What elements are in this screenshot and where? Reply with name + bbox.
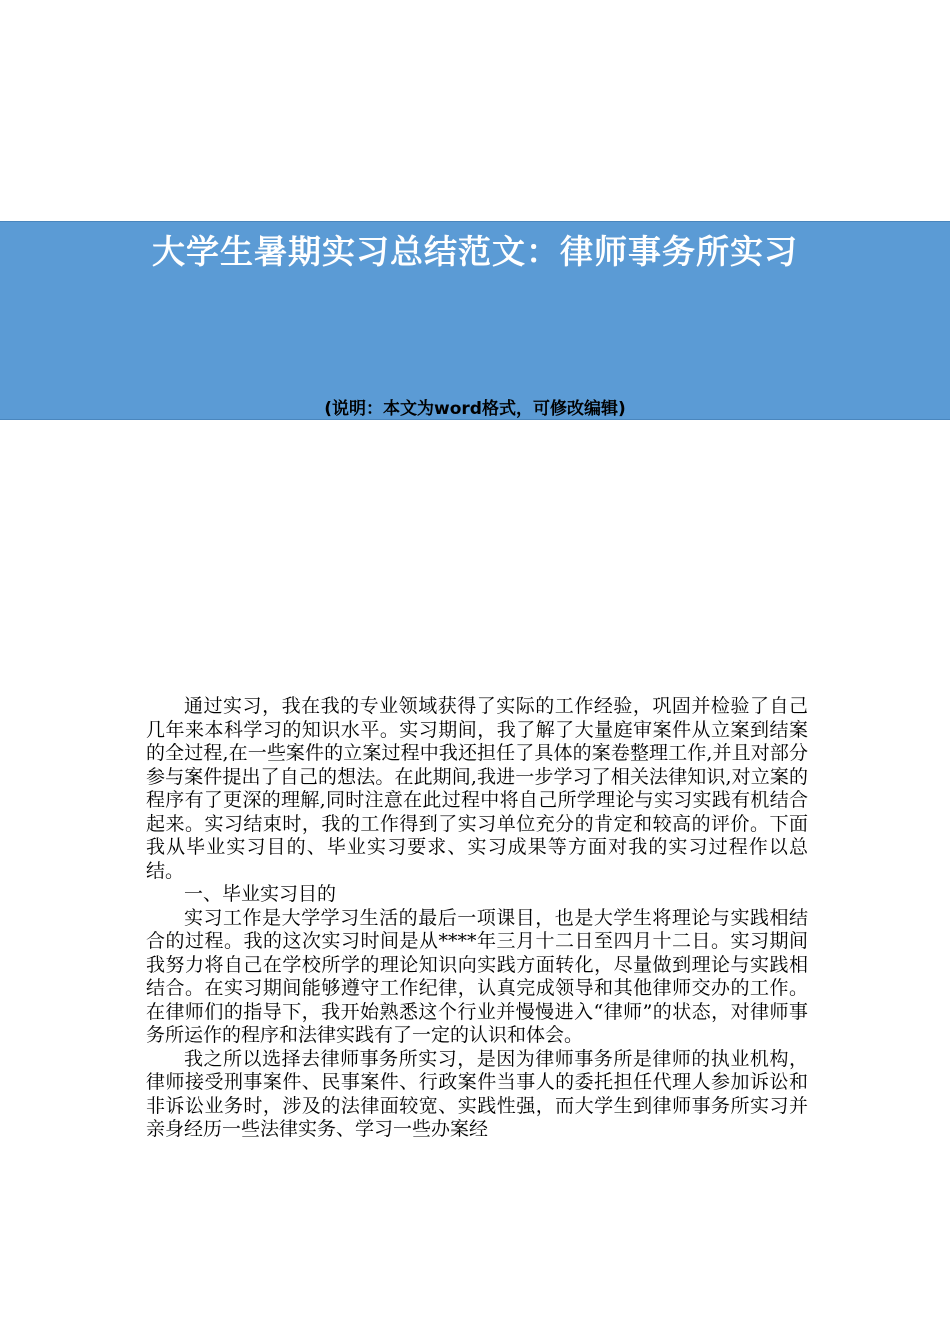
paragraph-purpose: 实习工作是大学学习生活的最后一项课目，也是大学生将理论与实践相结合的过程。我的这次实习时间是从****年三月十二日至四月十二日。实习期间我努力将自己在学校所学的理论知识向实践方面转化，尽量做到理论与实践相结合。在实习期间能够遵守工作纪律，认真完成领导和其他律师交办的工作。在律师们的指导下，我开始熟悉这个行业并慢慢进入“律师”的状态，对律师事务所运作的程序和法律实践有了一定的认识和体会。 <box>146 906 808 1046</box>
paragraph-intro: 通过实习，我在我的专业领域获得了实际的工作经验，巩固并检验了自己几年来本科学习的知识水平。实习期间，我了解了大量庭审案件从立案到结案的全过程,在一些案件的立案过程中我还担任了具体的案卷整理工作,并且对部分参与案件提出了自己的想法。在此期间,我进一步学习了相关法律知识,对立案的程序有了更深的理解,同时注意在此过程中将自己所学理论与实习实践有机结合起来。实习结束时，我的工作得到了实习单位充分的肯定和较高的评价。下面我从毕业实习目的、毕业实习要求、实习成果等方面对我的实习过程作以总结。 <box>146 695 808 882</box>
document-title: 大学生暑期实习总结范文：律师事务所实习 <box>152 232 798 271</box>
section-heading: 一、毕业实习目的 <box>184 883 337 905</box>
paragraph-reason: 我之所以选择去律师事务所实习，是因为律师事务所是律师的执业机构，律师接受刑事案件、民事案件、行政案件当事人的委托担任代理人参加诉讼和非诉讼业务时，涉及的法律面较宽、实践性强，而大学生到律师事务所实习并亲身经历一些法律实务、学习一些办案经 <box>146 1047 808 1140</box>
document-body <box>146 695 808 1142</box>
title-banner <box>0 221 950 420</box>
format-note: (说明：本文为word格式，可修改编辑) <box>324 399 626 419</box>
